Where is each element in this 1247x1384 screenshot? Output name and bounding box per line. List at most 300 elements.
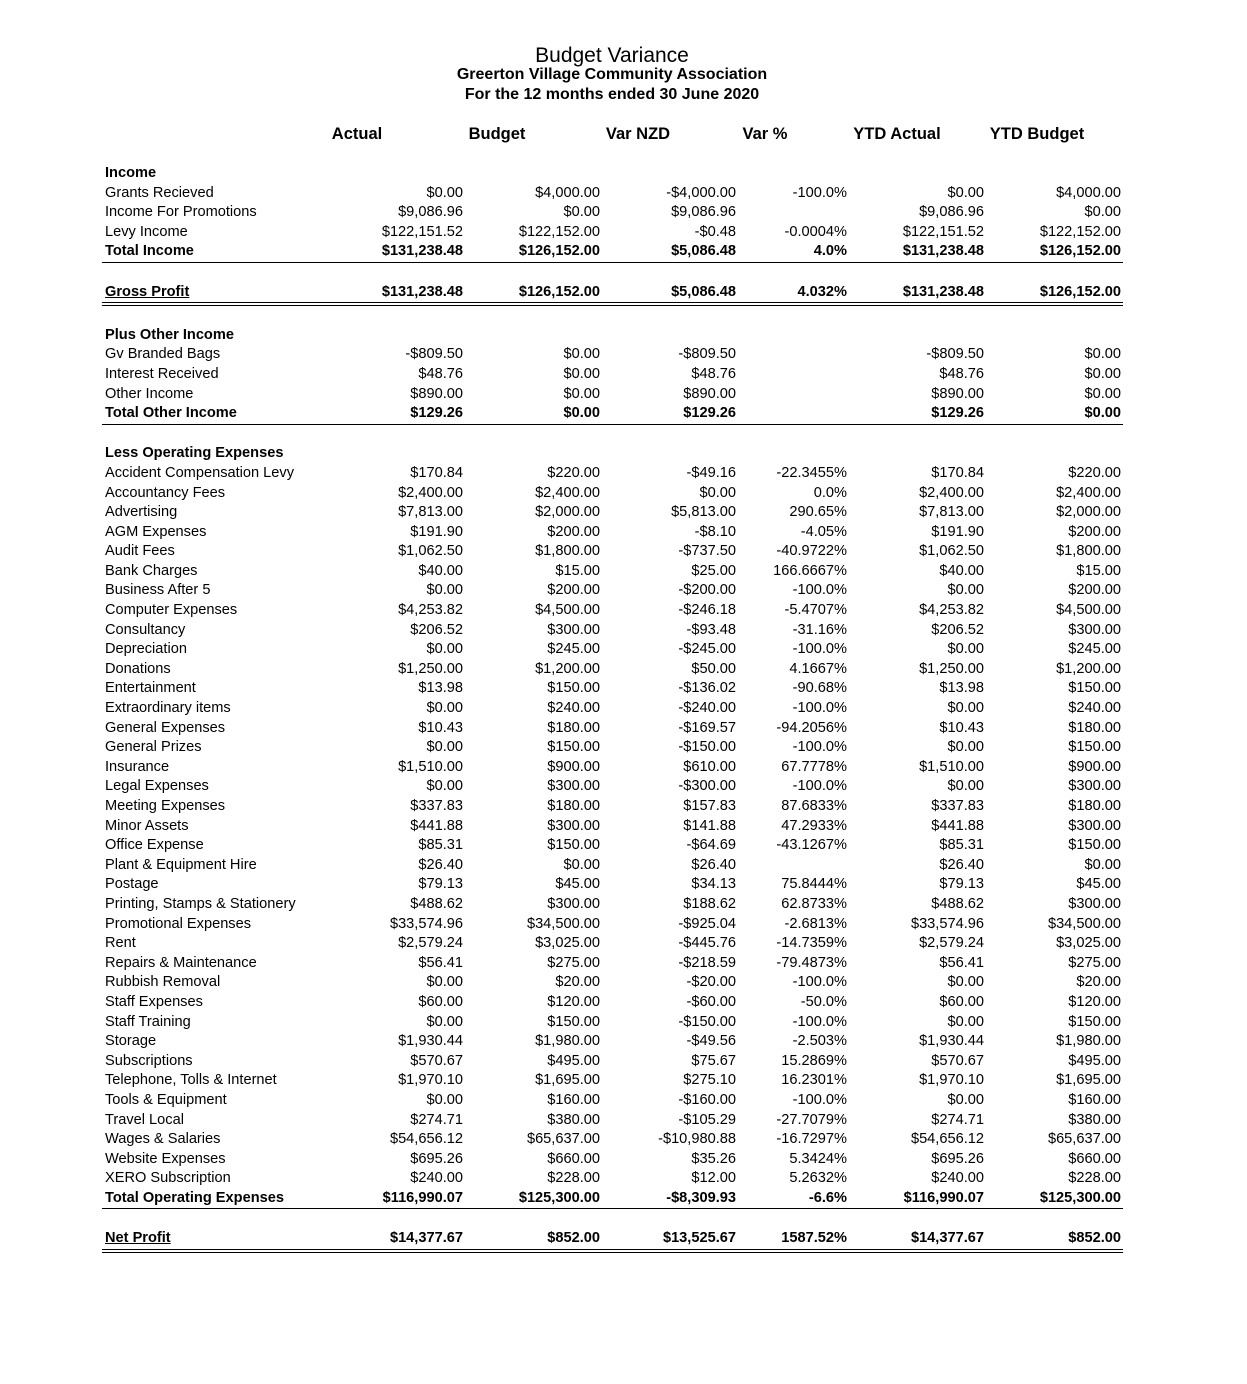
cell-ytd-budget: $900.00 xyxy=(1068,758,1121,775)
table-row xyxy=(0,1091,1247,1111)
cell-budget: $1,695.00 xyxy=(535,1072,600,1089)
cell-ytd-actual: $0.00 xyxy=(947,641,984,658)
cell-var-pct: -40.9722% xyxy=(776,543,847,560)
cell-ytd-budget: $180.00 xyxy=(1068,719,1121,736)
cell-var-nzd: $48.76 xyxy=(691,365,736,382)
cell-actual: $0.00 xyxy=(426,1013,463,1030)
cell-var-pct: -2.6813% xyxy=(784,915,847,932)
cell-var-pct: -100.0% xyxy=(792,974,847,991)
table-row xyxy=(0,484,1247,504)
cell-actual: $9,086.96 xyxy=(398,204,463,221)
cell-budget: $0.00 xyxy=(563,385,600,402)
table-row xyxy=(0,915,1247,935)
row-label: General Prizes xyxy=(105,739,202,756)
cell-actual: $191.90 xyxy=(410,523,463,540)
cell-budget: $245.00 xyxy=(547,641,600,658)
report-table xyxy=(0,164,1247,1272)
cell-ytd-actual: $1,510.00 xyxy=(919,758,984,775)
section-heading xyxy=(0,326,1247,346)
cell-ytd-actual: $570.67 xyxy=(931,1052,984,1069)
cell-actual: $54,656.12 xyxy=(389,1131,463,1148)
cell-ytd-budget: $20.00 xyxy=(1076,974,1121,991)
cell-var-pct: 5.3424% xyxy=(789,1150,847,1167)
cell-var-pct: -79.4873% xyxy=(776,954,847,971)
cell-ytd-budget: $300.00 xyxy=(1068,778,1121,795)
table-row xyxy=(0,1013,1247,1033)
cell-ytd-actual: $85.31 xyxy=(939,837,984,854)
row-label: Income For Promotions xyxy=(105,204,257,221)
cell-ytd-actual: $40.00 xyxy=(939,562,984,579)
row-label: Computer Expenses xyxy=(105,602,238,619)
section-heading xyxy=(0,164,1247,184)
cell-budget: $2,000.00 xyxy=(535,504,600,521)
cell-budget: $34,500.00 xyxy=(526,915,600,932)
cell-budget: $45.00 xyxy=(555,876,600,893)
cell-actual: $1,970.10 xyxy=(398,1072,463,1089)
table-row xyxy=(0,954,1247,974)
cell-actual: $1,930.44 xyxy=(398,1033,463,1050)
cell-var-nzd: -$49.56 xyxy=(686,1033,736,1050)
table-row xyxy=(0,523,1247,543)
cell-budget: $150.00 xyxy=(547,739,600,756)
cell-actual: $0.00 xyxy=(426,778,463,795)
cell-actual: $0.00 xyxy=(426,582,463,599)
cell-ytd-budget: $2,400.00 xyxy=(1056,484,1121,501)
cell-var-pct: -90.68% xyxy=(792,680,847,697)
cell-var-nzd: -$93.48 xyxy=(686,621,736,638)
cell-ytd-actual: $131,238.48 xyxy=(902,243,984,260)
column-header-var-pct: Var % xyxy=(742,125,788,143)
column-header-budget: Budget xyxy=(468,125,526,143)
cell-ytd-budget: $0.00 xyxy=(1084,346,1121,363)
cell-var-pct: -6.6% xyxy=(808,1189,847,1206)
table-row xyxy=(0,699,1247,719)
table-row xyxy=(0,1130,1247,1150)
cell-budget: $240.00 xyxy=(547,700,600,717)
cell-ytd-budget: $150.00 xyxy=(1068,1013,1121,1030)
cell-var-nzd: -$136.02 xyxy=(678,680,736,697)
row-label: Minor Assets xyxy=(105,817,189,834)
cell-actual: $131,238.48 xyxy=(381,243,463,260)
cell-var-nzd: -$246.18 xyxy=(678,602,736,619)
cell-ytd-budget: $380.00 xyxy=(1068,1111,1121,1128)
cell-actual: $13.98 xyxy=(418,680,463,697)
row-label: Rent xyxy=(105,935,136,952)
cell-ytd-actual: $10.43 xyxy=(939,719,984,736)
row-label: Total Operating Expenses xyxy=(105,1189,284,1206)
cell-var-nzd: $9,086.96 xyxy=(671,204,736,221)
cell-var-nzd: -$20.00 xyxy=(686,974,736,991)
report-title: Budget Variance xyxy=(535,44,689,67)
cell-ytd-actual: $14,377.67 xyxy=(910,1230,984,1247)
table-row xyxy=(0,1071,1247,1091)
cell-ytd-budget: $0.00 xyxy=(1084,856,1121,873)
cell-var-nzd: $0.00 xyxy=(699,484,736,501)
cell-var-pct: -16.7297% xyxy=(776,1131,847,1148)
column-header-actual: Actual xyxy=(331,125,383,143)
row-label: Extraordinary items xyxy=(105,700,231,717)
cell-var-nzd: -$105.29 xyxy=(678,1111,736,1128)
table-row xyxy=(0,1052,1247,1072)
row-label: Business After 5 xyxy=(105,582,211,599)
row-label: Storage xyxy=(105,1033,157,1050)
cell-actual: $274.71 xyxy=(410,1111,463,1128)
cell-var-nzd: -$8,309.93 xyxy=(666,1189,736,1206)
row-label: Donations xyxy=(105,660,171,677)
cell-ytd-actual: $60.00 xyxy=(939,993,984,1010)
cell-ytd-budget: $126,152.00 xyxy=(1039,243,1121,260)
table-row xyxy=(0,503,1247,523)
cell-ytd-actual: $0.00 xyxy=(947,974,984,991)
cell-actual: $441.88 xyxy=(410,817,463,834)
column-header-ytd-actual: YTD Actual xyxy=(853,125,941,143)
cell-ytd-actual: $54,656.12 xyxy=(910,1131,984,1148)
cell-budget: $300.00 xyxy=(547,817,600,834)
cell-ytd-budget: $200.00 xyxy=(1068,523,1121,540)
row-label: Net Profit xyxy=(105,1230,171,1247)
cell-ytd-actual: $0.00 xyxy=(947,700,984,717)
cell-budget: $20.00 xyxy=(555,974,600,991)
cell-var-pct: -100.0% xyxy=(792,1013,847,1030)
row-label: Gross Profit xyxy=(105,283,190,300)
cell-actual: $26.40 xyxy=(418,856,463,873)
cell-ytd-budget: $0.00 xyxy=(1084,365,1121,382)
cell-var-pct: 1587.52% xyxy=(781,1230,847,1247)
cell-var-pct: -43.1267% xyxy=(776,837,847,854)
cell-ytd-actual: $488.62 xyxy=(931,895,984,912)
cell-ytd-budget: $300.00 xyxy=(1068,895,1121,912)
cell-var-nzd: $890.00 xyxy=(683,385,736,402)
row-label: Insurance xyxy=(105,758,170,775)
cell-ytd-budget: $150.00 xyxy=(1068,837,1121,854)
table-row xyxy=(0,345,1247,365)
cell-actual: $4,253.82 xyxy=(398,602,463,619)
row-label: Meeting Expenses xyxy=(105,798,226,814)
cell-var-nzd: -$200.00 xyxy=(678,582,736,599)
table-row xyxy=(0,223,1247,243)
cell-ytd-actual: $0.00 xyxy=(947,582,984,599)
cell-budget: $0.00 xyxy=(563,204,600,221)
cell-budget: $900.00 xyxy=(547,758,600,775)
row-label: Accident Compensation Levy xyxy=(105,464,295,481)
row-label: Website Expenses xyxy=(105,1150,226,1167)
cell-actual: $79.13 xyxy=(418,876,463,893)
cell-budget: $126,152.00 xyxy=(518,283,600,300)
row-label: XERO Subscription xyxy=(105,1170,231,1187)
cell-actual: $131,238.48 xyxy=(381,283,463,300)
row-label: Advertising xyxy=(105,504,178,521)
cell-ytd-actual: $116,990.07 xyxy=(903,1189,984,1206)
row-label: Legal Expenses xyxy=(105,778,209,795)
cell-var-pct: 4.0% xyxy=(813,243,847,260)
cell-budget: $0.00 xyxy=(563,365,600,382)
row-label: Interest Received xyxy=(105,365,219,382)
cell-var-pct: 166.6667% xyxy=(773,562,847,579)
table-row xyxy=(0,719,1247,739)
cell-ytd-budget: $275.00 xyxy=(1068,954,1121,971)
cell-ytd-actual: $131,238.48 xyxy=(902,283,984,300)
cell-var-pct: 47.2933% xyxy=(781,817,847,834)
cell-budget: $15.00 xyxy=(555,562,600,579)
row-label: Total Other Income xyxy=(105,405,237,422)
cell-var-pct: 4.032% xyxy=(797,283,847,300)
cell-budget: $4,000.00 xyxy=(535,184,600,201)
cell-var-pct: -4.05% xyxy=(800,523,847,540)
cell-var-pct: 5.2632% xyxy=(789,1170,847,1187)
cell-budget: $150.00 xyxy=(547,837,600,854)
cell-budget: $275.00 xyxy=(547,954,600,971)
cell-var-nzd: $5,086.48 xyxy=(671,243,736,260)
table-row xyxy=(0,365,1247,385)
cell-budget: $1,800.00 xyxy=(535,543,600,560)
cell-actual: $85.31 xyxy=(418,837,463,854)
total-row xyxy=(102,404,1123,425)
cell-var-nzd: $141.88 xyxy=(683,817,736,834)
cell-budget: $1,200.00 xyxy=(535,660,600,677)
cell-var-pct: -14.7359% xyxy=(776,935,847,952)
table-row xyxy=(0,464,1247,484)
table-row xyxy=(0,640,1247,660)
cell-var-nzd: $5,086.48 xyxy=(671,283,736,300)
cell-actual: $7,813.00 xyxy=(398,504,463,521)
cell-var-nzd: $35.26 xyxy=(691,1150,736,1167)
table-row xyxy=(0,1169,1247,1189)
cell-ytd-actual: $56.41 xyxy=(939,954,984,971)
report-period: For the 12 months ended 30 June 2020 xyxy=(464,86,760,103)
cell-ytd-actual: $129.26 xyxy=(931,405,984,422)
cell-ytd-actual: $0.00 xyxy=(947,1091,984,1108)
cell-actual: $40.00 xyxy=(418,562,463,579)
cell-var-nzd: -$300.00 xyxy=(678,778,736,795)
cell-ytd-budget: $15.00 xyxy=(1076,562,1121,579)
summary-row xyxy=(102,1229,1123,1253)
cell-budget: $200.00 xyxy=(547,523,600,540)
cell-ytd-actual: $1,970.10 xyxy=(919,1072,984,1089)
cell-ytd-actual: $0.00 xyxy=(947,739,984,756)
cell-budget: $660.00 xyxy=(547,1150,600,1167)
cell-ytd-actual: $695.26 xyxy=(931,1150,984,1167)
cell-ytd-budget: $300.00 xyxy=(1068,621,1121,638)
cell-ytd-actual: $13.98 xyxy=(939,680,984,697)
cell-var-nzd: $275.10 xyxy=(683,1072,736,1089)
cell-ytd-actual: $122,151.52 xyxy=(902,223,984,240)
row-label: Travel Local xyxy=(105,1111,184,1128)
cell-actual: $129.26 xyxy=(410,405,463,422)
section-heading-label: Income xyxy=(105,165,157,181)
cell-var-pct: -27.7079% xyxy=(776,1111,847,1128)
cell-ytd-budget: $245.00 xyxy=(1068,641,1121,658)
cell-var-nzd: $25.00 xyxy=(691,562,736,579)
cell-ytd-actual: $206.52 xyxy=(931,621,984,638)
cell-budget: $495.00 xyxy=(547,1052,600,1069)
row-label: Promotional Expenses xyxy=(105,915,252,932)
row-label: Bank Charges xyxy=(105,562,198,579)
cell-var-nzd: -$150.00 xyxy=(678,1013,736,1030)
total-row xyxy=(102,242,1123,263)
cell-budget: $200.00 xyxy=(547,582,600,599)
cell-var-pct: -100.0% xyxy=(792,582,847,599)
cell-budget: $0.00 xyxy=(563,405,600,422)
cell-actual: $10.43 xyxy=(418,719,463,736)
cell-ytd-budget: $45.00 xyxy=(1076,876,1121,893)
cell-actual: $122,151.52 xyxy=(381,223,463,240)
cell-ytd-actual: $191.90 xyxy=(931,523,984,540)
cell-var-pct: 290.65% xyxy=(789,504,847,521)
table-row xyxy=(0,895,1247,915)
cell-actual: $1,510.00 xyxy=(398,758,463,775)
cell-ytd-budget: $150.00 xyxy=(1068,739,1121,756)
cell-var-pct: -100.0% xyxy=(792,700,847,717)
cell-ytd-actual: $890.00 xyxy=(931,385,984,402)
cell-budget: $180.00 xyxy=(547,719,600,736)
table-row xyxy=(0,542,1247,562)
cell-ytd-actual: $0.00 xyxy=(947,184,984,201)
total-row xyxy=(102,1189,1123,1210)
cell-budget: $126,152.00 xyxy=(518,243,600,260)
cell-actual: $170.84 xyxy=(410,464,463,481)
cell-var-nzd: -$60.00 xyxy=(686,993,736,1010)
table-row xyxy=(0,797,1247,817)
cell-var-nzd: -$8.10 xyxy=(694,523,736,540)
cell-actual: $1,062.50 xyxy=(398,543,463,560)
cell-actual: $0.00 xyxy=(426,184,463,201)
cell-ytd-actual: $26.40 xyxy=(939,856,984,873)
cell-var-nzd: -$64.69 xyxy=(686,837,736,854)
cell-budget: $150.00 xyxy=(547,1013,600,1030)
cell-var-nzd: $610.00 xyxy=(683,758,736,775)
cell-var-nzd: $26.40 xyxy=(691,856,736,873)
cell-ytd-budget: $160.00 xyxy=(1068,1091,1121,1108)
column-header-var-nzd: Var NZD xyxy=(605,125,671,143)
table-row xyxy=(0,758,1247,778)
cell-ytd-budget: $0.00 xyxy=(1084,385,1121,402)
cell-budget: $2,400.00 xyxy=(535,484,600,501)
cell-var-nzd: $5,813.00 xyxy=(671,504,736,521)
cell-var-pct: -100.0% xyxy=(792,1091,847,1108)
cell-actual: $0.00 xyxy=(426,641,463,658)
cell-actual: $0.00 xyxy=(426,1091,463,1108)
table-row xyxy=(0,875,1247,895)
cell-var-nzd: $75.67 xyxy=(691,1052,736,1069)
cell-budget: $4,500.00 xyxy=(535,602,600,619)
cell-ytd-budget: $150.00 xyxy=(1068,680,1121,697)
cell-actual: $206.52 xyxy=(410,621,463,638)
cell-var-pct: 15.2869% xyxy=(781,1052,847,1069)
cell-ytd-actual: $274.71 xyxy=(931,1111,984,1128)
section-heading xyxy=(0,444,1247,464)
row-label: Other Income xyxy=(105,385,194,402)
organisation-name: Greerton Village Community Association xyxy=(456,66,768,83)
cell-actual: $2,400.00 xyxy=(398,484,463,501)
cell-var-nzd: $13,525.67 xyxy=(662,1230,736,1247)
cell-ytd-budget: $0.00 xyxy=(1084,204,1121,221)
cell-var-pct: -94.2056% xyxy=(776,719,847,736)
cell-actual: $570.67 xyxy=(410,1052,463,1069)
cell-var-nzd: -$10,980.88 xyxy=(658,1131,736,1148)
cell-ytd-budget: $34,500.00 xyxy=(1047,915,1121,932)
cell-ytd-actual: $4,253.82 xyxy=(919,602,984,619)
cell-ytd-budget: $120.00 xyxy=(1068,993,1121,1010)
table-row xyxy=(0,817,1247,837)
cell-var-nzd: $34.13 xyxy=(691,876,736,893)
table-row xyxy=(0,856,1247,876)
cell-ytd-budget: $1,200.00 xyxy=(1056,660,1121,677)
cell-budget: $125,300.00 xyxy=(518,1189,600,1206)
cell-var-nzd: -$737.50 xyxy=(678,543,736,560)
row-label: Consultancy xyxy=(105,621,186,638)
cell-var-nzd: $50.00 xyxy=(691,660,736,677)
cell-ytd-budget: $2,000.00 xyxy=(1056,504,1121,521)
cell-ytd-budget: $4,000.00 xyxy=(1056,184,1121,201)
cell-ytd-actual: $2,400.00 xyxy=(919,484,984,501)
table-row xyxy=(0,601,1247,621)
cell-var-pct: 62.8733% xyxy=(781,895,847,912)
cell-var-nzd: -$240.00 xyxy=(678,700,736,717)
cell-ytd-actual: $1,930.44 xyxy=(919,1033,984,1050)
table-row xyxy=(0,1032,1247,1052)
cell-var-pct: -2.503% xyxy=(792,1033,847,1050)
table-row xyxy=(0,1150,1247,1170)
table-row xyxy=(0,385,1247,405)
table-row xyxy=(0,738,1247,758)
cell-ytd-actual: $441.88 xyxy=(931,817,984,834)
cell-ytd-budget: $180.00 xyxy=(1068,798,1121,814)
row-label: Wages & Salaries xyxy=(105,1131,221,1148)
cell-ytd-budget: $300.00 xyxy=(1068,817,1121,834)
cell-var-pct: 67.7778% xyxy=(781,758,847,775)
cell-ytd-budget: $3,025.00 xyxy=(1056,935,1121,952)
cell-budget: $160.00 xyxy=(547,1091,600,1108)
column-header-ytd-budget: YTD Budget xyxy=(989,125,1085,143)
cell-budget: $300.00 xyxy=(547,895,600,912)
cell-actual: $240.00 xyxy=(410,1170,463,1187)
cell-var-nzd: -$218.59 xyxy=(678,954,736,971)
cell-var-pct: 4.1667% xyxy=(789,660,847,677)
cell-actual: $33,574.96 xyxy=(389,915,463,932)
row-label: Tools & Equipment xyxy=(105,1091,227,1108)
cell-actual: $116,990.07 xyxy=(382,1189,463,1206)
cell-ytd-budget: $1,695.00 xyxy=(1056,1072,1121,1089)
cell-var-pct: -100.0% xyxy=(792,641,847,658)
table-row xyxy=(0,679,1247,699)
cell-var-pct: -100.0% xyxy=(792,739,847,756)
cell-var-nzd: -$245.00 xyxy=(678,641,736,658)
cell-ytd-budget: $125,300.00 xyxy=(1039,1189,1121,1206)
table-row xyxy=(0,184,1247,204)
cell-ytd-budget: $240.00 xyxy=(1068,700,1121,717)
cell-var-nzd: -$160.00 xyxy=(678,1091,736,1108)
cell-var-pct: 87.6833% xyxy=(781,798,847,814)
cell-budget: $3,025.00 xyxy=(535,935,600,952)
cell-actual: $1,250.00 xyxy=(398,660,463,677)
cell-var-nzd: $129.26 xyxy=(683,405,736,422)
row-label: General Expenses xyxy=(105,719,226,736)
cell-actual: $2,579.24 xyxy=(398,935,463,952)
row-label: Printing, Stamps & Stationery xyxy=(105,895,296,912)
cell-actual: $337.83 xyxy=(410,798,463,814)
cell-budget: $1,980.00 xyxy=(535,1033,600,1050)
cell-actual: $14,377.67 xyxy=(389,1230,463,1247)
cell-var-nzd: -$0.48 xyxy=(694,223,736,240)
cell-var-nzd: $12.00 xyxy=(691,1170,736,1187)
cell-var-pct: -0.0004% xyxy=(784,223,847,240)
cell-budget: $300.00 xyxy=(547,778,600,795)
cell-budget: $150.00 xyxy=(547,680,600,697)
cell-actual: -$809.50 xyxy=(405,346,463,363)
cell-ytd-budget: $660.00 xyxy=(1068,1150,1121,1167)
cell-budget: $65,637.00 xyxy=(526,1131,600,1148)
cell-ytd-budget: $200.00 xyxy=(1068,582,1121,599)
